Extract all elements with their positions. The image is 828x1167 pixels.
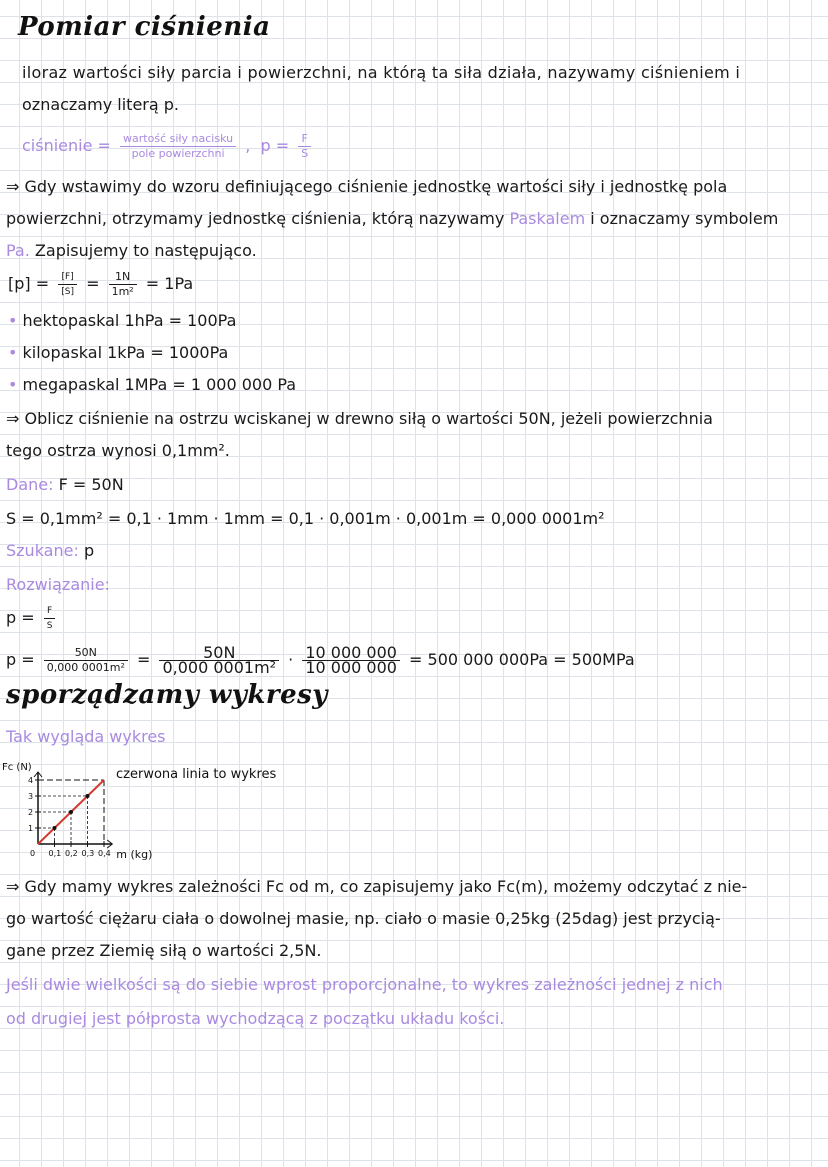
eq-result: = 1Pa	[145, 274, 194, 293]
unknown-label: Szukane:	[6, 541, 79, 560]
task-line-1: ⇒ Oblicz ciśnienie na ostrzu wciskanej w drewno siłą o wartości 50N, jeżeli powierzchnia	[6, 409, 713, 428]
y-axis-label: Fc (N)	[2, 762, 32, 773]
solution-label: Rozwiązanie:	[6, 575, 110, 594]
x-tick-label: 0,2	[65, 849, 78, 858]
solution-formula	[6, 600, 59, 636]
conclusion-line-1: ⇒ Gdy mamy wykres zależności Fc od m, co zapisujemy jako Fc(m), możemy odczytać z nie-	[6, 877, 748, 896]
y-tick-label: 1	[28, 824, 34, 833]
unit-equation	[8, 266, 193, 302]
calc-num-1: 50N	[44, 646, 128, 661]
unknown	[6, 540, 94, 562]
conclusion-line-3: gane przez Ziemię siłą o wartości 2,5N.	[6, 941, 322, 960]
x-axis-label: m (kg)	[116, 848, 153, 861]
formula-F: F	[298, 132, 311, 147]
unit-item: • kilopaskal 1kPa = 1000Pa	[8, 343, 229, 362]
unit-item: • megapaskal 1MPa = 1 000 000 Pa	[8, 375, 297, 394]
calc-dot: ·	[288, 650, 294, 669]
calc-p: p =	[6, 650, 35, 669]
unit-line-1: ⇒ Gdy wstawimy do wzoru definiującego ciśnienie jednostkę wartości siły i jednostkę pola	[6, 177, 728, 196]
given-value: F = 50N	[58, 475, 124, 494]
x-tick-label: 0,1	[48, 849, 62, 858]
unknown-value: p	[83, 541, 95, 560]
unit-line-2	[6, 208, 778, 230]
calc-result: = 500 000 000Pa = 500MPa	[409, 650, 635, 669]
conclusion-line-5: od drugiej jest półprosta wychodzącą z początku układu kości.	[6, 1009, 505, 1028]
chart-subtitle: Tak wygląda wykres	[6, 727, 166, 746]
unit-item-text: kilopaskal 1kPa = 1000Pa	[22, 343, 229, 362]
eq-f-num: [F]	[58, 270, 77, 285]
unit-line-3-text: Zapisujemy to następująco.	[34, 241, 257, 260]
definition-line-2: oznaczamy literą p.	[22, 95, 179, 114]
x-tick-label: 0,3	[81, 849, 95, 858]
formula-S: S	[301, 147, 309, 160]
formula-p: p =	[260, 136, 290, 155]
unit-item-text: megapaskal 1MPa = 1 000 000 Pa	[22, 375, 297, 394]
eq-left: [p] =	[8, 274, 50, 293]
formula-denominator: pole powierzchni	[131, 147, 225, 160]
eq-equals: =	[86, 274, 100, 293]
pressure-formula: ciśnienie = $\frac{\text{wartość siły nacisku}}{\text{pole powierzchni}}$ , p = $\frac{F}{S}$	[22, 126, 315, 166]
unit-line-3	[6, 240, 257, 262]
area-conversion: S = 0,1mm² = 0,1 · 1mm · 1mm = 0,1 · 0,001m · 0,001m = 0,000 0001m²	[6, 509, 605, 528]
calc-den-3: 10 000 000	[305, 658, 397, 677]
unit-line-2-end: i oznaczamy symbolem	[590, 209, 779, 228]
solution-F: F	[44, 604, 56, 619]
eq-n-num: 1N	[109, 270, 137, 285]
conclusion-line-4: Jeśli dwie wielkości są do siebie wprost proporcjonalne, to wykres zależności jednej z nich	[6, 975, 723, 994]
y-tick-label: 2	[28, 808, 34, 817]
x-tick-label: 0,4	[98, 849, 111, 858]
given	[6, 474, 124, 496]
pascal-term: Paskalem	[509, 209, 586, 228]
definition-line-1: iloraz wartości siły parcia i powierzchni, na którą ta siła działa, nazywamy ciśnieniem i	[22, 63, 741, 82]
data-point	[86, 794, 90, 798]
red-line-label: czerwona linia to wykres	[116, 767, 277, 782]
section-title-charts: sporządzamy wykresy	[6, 680, 328, 710]
calc-den-2: 0,000 0001m²	[162, 658, 277, 677]
unit-item: • hektopaskal 1hPa = 100Pa	[8, 311, 237, 330]
calculation	[6, 640, 635, 680]
formula-fraction	[120, 132, 236, 161]
data-point	[53, 826, 57, 830]
page-title: Pomiar ciśnienia	[18, 12, 271, 42]
data-point	[69, 810, 73, 814]
solution-p: p =	[6, 608, 35, 627]
calc-num-3: 10 000 000	[302, 646, 400, 661]
conclusion-line-2: go wartość ciężaru ciała o dowolnej masie, np. ciało o masie 0,25kg (25dag) jest przycią-	[6, 909, 721, 928]
unit-line-2-text: powierzchni, otrzymamy jednostkę ciśnienia, którą nazywamy	[6, 209, 505, 228]
force-mass-chart	[0, 748, 330, 868]
pa-symbol: Pa.	[6, 241, 30, 260]
calc-equals: =	[136, 650, 151, 669]
solution-S: S	[46, 621, 53, 631]
calc-den-1: 0,000 0001m²	[46, 661, 125, 674]
given-label: Dane:	[6, 475, 54, 494]
formula-numerator: wartość siły nacisku	[120, 132, 236, 147]
formula-label: ciśnienie =	[22, 136, 111, 155]
eq-n-den: 1m²	[111, 285, 134, 298]
y-tick-label: 4	[28, 776, 34, 785]
eq-f-den: [S]	[61, 287, 74, 297]
task-line-2: tego ostrza wynosi 0,1mm².	[6, 441, 230, 460]
x-tick-label: 0	[30, 849, 36, 858]
unit-item-text: hektopaskal 1hPa = 100Pa	[22, 311, 237, 330]
y-tick-label: 3	[28, 792, 34, 801]
calc-num-2: 50N	[159, 646, 279, 661]
